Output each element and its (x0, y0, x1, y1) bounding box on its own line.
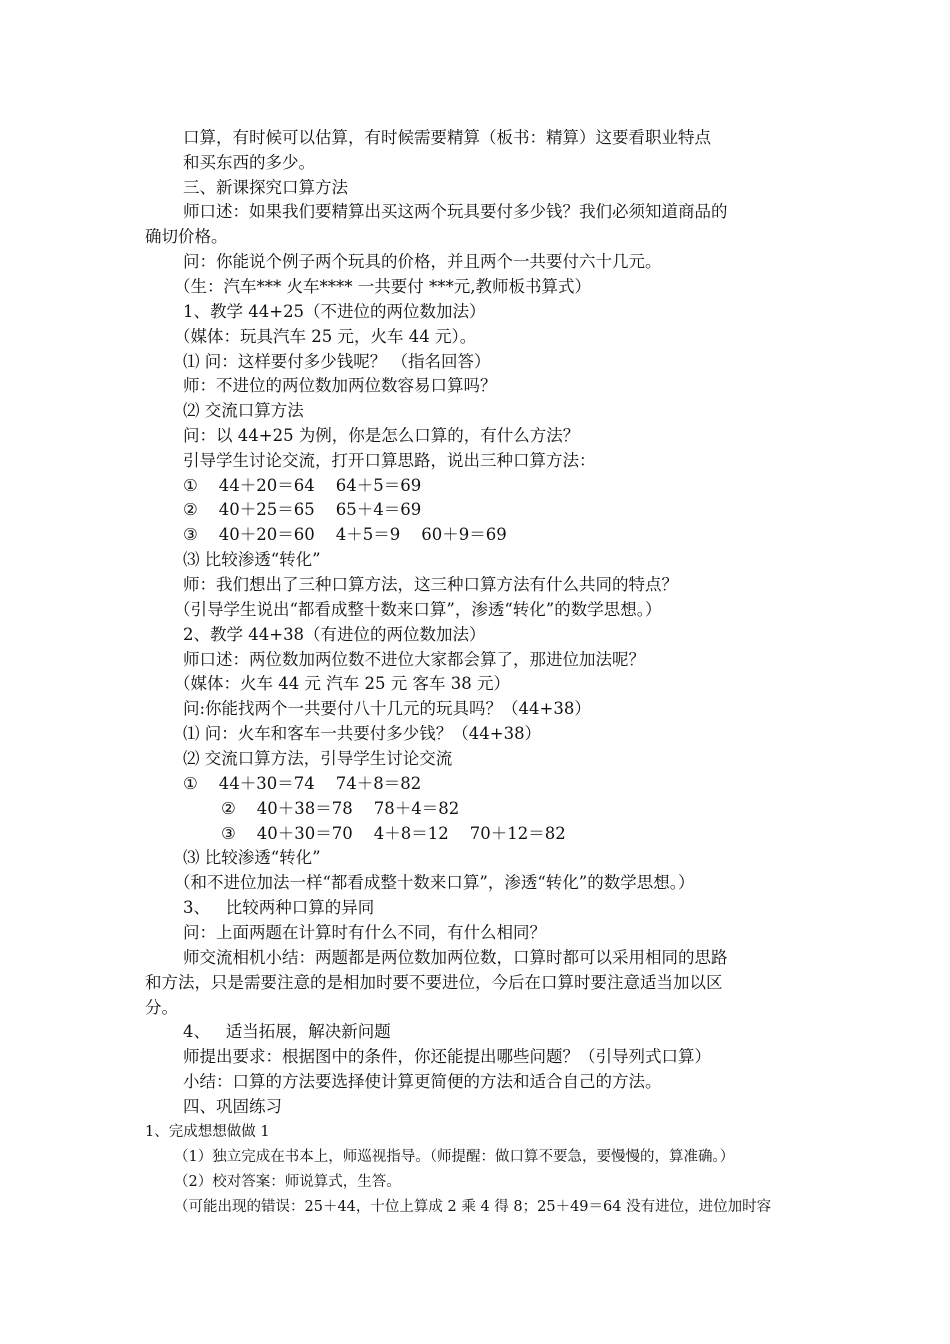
text-line: ⑵ 交流口算方法 (183, 401, 304, 420)
text-line: 口算，有时候可以估算，有时候需要精算（板书：精算）这要看职业特点 (183, 128, 711, 147)
text-line: ⑶ 比较渗透“转化” (183, 550, 321, 569)
equation-line: ① 44＋30＝74 74＋8＝82 (183, 774, 422, 793)
text-line: 问：上面两题在计算时有什么不同，有什么相同？ (183, 923, 546, 942)
text-line: 确切价格。 (145, 227, 228, 246)
text-line: 问：以 44+25 为例，你是怎么口算的，有什么方法？ (183, 426, 580, 445)
section-heading: 四、巩固练习 (183, 1097, 282, 1116)
text-line: ⑴ 问：这样要付多少钱呢？ （指名回答） (183, 352, 491, 371)
text-line: 师：不进位的两位数加两位数容易口算吗？ (183, 376, 497, 395)
text-line: 师：我们想出了三种口算方法，这三种口算方法有什么共同的特点？ (183, 575, 678, 594)
text-line: 和买东西的多少。 (183, 153, 315, 172)
subsection-heading: 2、教学 44+38（有进位的两位数加法） (183, 625, 486, 644)
text-line: 师提出要求：根据图中的条件，你还能提出哪些问题？（引导列式口算） (183, 1047, 711, 1066)
text-line: （媒体：玩具汽车 25 元，火车 44 元）。 (174, 327, 477, 346)
text-line: （引导学生说出“都看成整十数来口算”，渗透“转化”的数学思想。） (174, 600, 662, 619)
text-line: 和方法，只是需要注意的是相加时要不要进位，今后在口算时要注意适当加以区 (145, 973, 723, 992)
subsection-heading: 1、教学 44+25（不进位的两位数加法） (183, 302, 486, 321)
text-line: 分。 (145, 998, 178, 1017)
text-line: 问:你能找两个一共要付八十几元的玩具吗？（44+38） (183, 699, 591, 718)
text-line: 问：你能说个例子两个玩具的价格，并且两个一共要付六十几元。 (183, 252, 662, 271)
subsection-heading: 4、 适当拓展，解决新问题 (183, 1022, 391, 1041)
text-line: 小结：口算的方法要选择使计算更简便的方法和适合自己的方法。 (183, 1072, 662, 1091)
equation-line: ② 40＋38＝78 78＋4＝82 (221, 799, 460, 818)
text-line: （和不进位加法一样“都看成整十数来口算”，渗透“转化”的数学思想。） (174, 873, 695, 892)
equation-line: ① 44＋20＝64 64＋5＝69 (183, 476, 422, 495)
text-line: （媒体：火车 44 元 汽车 25 元 客车 38 元） (174, 674, 510, 693)
text-line: 引导学生讨论交流，打开口算思路，说出三种口算方法： (183, 451, 596, 470)
text-line: （可能出现的错误：25＋44，十位上算成 2 乘 4 得 8；25＋49＝64 没有进位，进位加时容 (174, 1199, 772, 1215)
text-line: 师交流相机小结：两题都是两位数加两位数，口算时都可以采用相同的思路 (183, 948, 728, 967)
text-line: ⑶ 比较渗透“转化” (183, 848, 321, 867)
text-line: （1）独立完成在书本上，师巡视指导。（师提醒：做口算不要急，要慢慢的，算准确。） (174, 1149, 735, 1165)
equation-line: ③ 40＋30＝70 4＋8＝12 70＋12＝82 (221, 824, 566, 843)
text-line: （生：汽车*** 火车**** 一共要付 ***元,教师板书算式） (174, 277, 591, 296)
text-line: ⑵ 交流口算方法，引导学生讨论交流 (183, 749, 453, 768)
text-line: 师口述：两位数加两位数不进位大家都会算了，那进位加法呢？ (183, 650, 645, 669)
text-line: ⑴ 问：火车和客车一共要付多少钱？（44+38） (183, 724, 542, 743)
text-line: 1、完成想想做做 1 (145, 1124, 270, 1140)
text-line: 师口述：如果我们要精算出买这两个玩具要付多少钱？我们必须知道商品的 (183, 202, 728, 221)
equation-line: ③ 40＋20＝60 4＋5＝9 60＋9＝69 (183, 525, 507, 544)
section-heading: 三、新课探究口算方法 (183, 178, 348, 197)
text-line: （2）校对答案：师说算式，生答。 (174, 1174, 401, 1190)
equation-line: ② 40＋25＝65 65＋4＝69 (183, 500, 422, 519)
subsection-heading: 3、 比较两种口算的异同 (183, 898, 375, 917)
